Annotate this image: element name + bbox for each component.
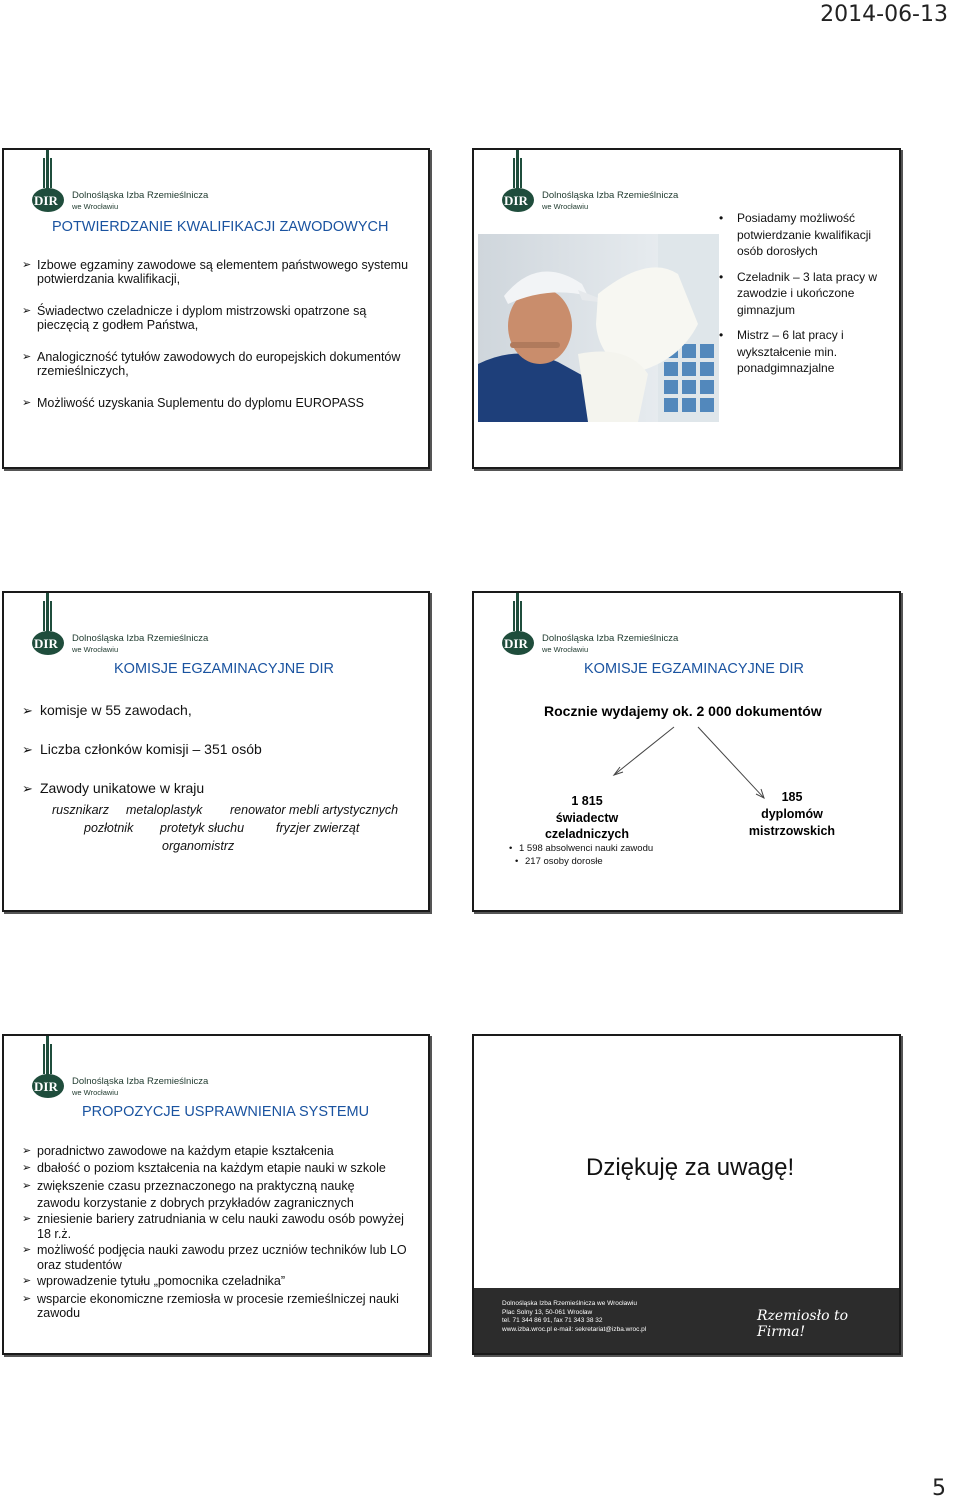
slide-title: KOMISJE EGZAMINACYJNE DIR	[584, 661, 804, 677]
trade-item: renowator mebli artystycznych	[230, 803, 399, 817]
thanks-text: Dziękuję za uwagę!	[586, 1154, 795, 1181]
list-item: • Mistrz – 6 lat pracy i wykształcenie min. ponadgimnazjalne	[719, 328, 844, 375]
arrow-bullet-icon: ➢	[22, 1292, 32, 1305]
craftsman-photo	[478, 234, 719, 422]
footer-line: www.izba.wroc.pl e-mail: sekretariat@izba.wroc.pl	[502, 1325, 647, 1333]
master-node	[734, 789, 850, 840]
svg-text:DIR: DIR	[504, 193, 528, 208]
footer-line: tel. 71 344 86 91, fax 71 343 38 32	[502, 1317, 603, 1324]
proposals-list	[22, 1144, 417, 1321]
arrow-bullet-icon: ➢	[22, 397, 32, 409]
slide-title: PROPOZYCJE USPRAWNIENIA SYSTEMU	[82, 1104, 370, 1120]
page-number: 5	[932, 1476, 946, 1501]
svg-text:DIR: DIR	[34, 636, 58, 651]
list-item: ➢ możliwość podjęcia nauki zawodu przez uczniów techników lub LO oraz studentów	[22, 1243, 407, 1272]
list-item: ➢ zniesienie bariery zatrudniania w celu nauki zawodu osób powyżej 18 r.ż.	[22, 1212, 404, 1241]
arrow-bullet-icon: ➢	[22, 1162, 32, 1174]
list-item: ➢ zwiększenie czasu przeznaczonego na praktyczną naukę zawodu korzystanie z dobrych przykładów zagranicznych	[22, 1179, 355, 1210]
trade-item: organomistrz	[162, 839, 235, 853]
master-label-2: mistrzowskich	[748, 824, 836, 838]
arrow-bullet-icon: ➢	[22, 1244, 32, 1256]
qualification-list	[22, 258, 412, 410]
bullet-icon: •	[719, 269, 724, 284]
slogan-signature: Rzemiosło to Firma!	[757, 1308, 849, 1340]
trade-item: metaloplastyk	[126, 803, 203, 817]
logo-city: we Wrocławiu	[72, 202, 119, 211]
slide-documents	[472, 591, 901, 912]
list-item: ➢ Izbowe egzaminy zawodowe są elementem państwowego systemu potwierdzania kwalifikacji,	[22, 258, 409, 286]
trade-item: fryzjer zwierząt	[276, 821, 360, 835]
arrow-bullet-icon: ➢	[22, 351, 32, 363]
journeyman-breakdown	[507, 842, 687, 868]
arrow-bullet-icon: ➢	[22, 1213, 32, 1225]
arrow-bullet-icon: ➢	[22, 1275, 32, 1287]
list-item: ➢ wprowadzenie tytułu „pomocnika czeladnika”	[22, 1274, 286, 1288]
list-item: • 217 osoby dorosłe	[515, 856, 603, 867]
documents-headline: Rocznie wydajemy ok. 2 000 dokumentów	[544, 703, 822, 719]
footer-line: Dolnośląska Izba Rzemieślnicza we Wrocławiu	[502, 1300, 637, 1307]
slide-propozycje	[2, 1034, 430, 1355]
arrow-bullet-icon: ➢	[22, 703, 33, 718]
journeyman-count: 1 815	[571, 794, 603, 808]
list-item: • Czeladnik – 3 lata pracy w zawodzie i ukończone gimnazjum	[719, 269, 878, 317]
arrow-bullet-icon: ➢	[22, 305, 32, 317]
bullet-icon: •	[719, 211, 724, 225]
bullet-icon: •	[515, 856, 519, 867]
contact-footer	[502, 1300, 646, 1334]
slide-adult-qualification	[472, 148, 901, 469]
dir-logo: DIR Dolnośląska Izba Rzemieślnicza we Wrocławiu	[26, 1036, 201, 1098]
dir-logo: DIR Dolnośląska Izba Rzemieślnicza we Wrocławiu	[26, 593, 201, 655]
list-item: ➢ Zawody unikatowe w kraju	[22, 780, 205, 796]
master-label-1: dyplomów	[761, 807, 823, 821]
list-item: ➢ wsparcie ekonomiczne rzemiosła w procesie rzemieślniczej nauki zawodu	[22, 1291, 399, 1320]
svg-text:DIR: DIR	[504, 636, 528, 651]
slide-komisje	[2, 591, 430, 912]
arrow-bullet-icon: ➢	[22, 259, 32, 271]
list-item: • Posiadamy możliwość potwierdzanie kwalifikacji osób dorosłych	[719, 211, 872, 258]
dir-logo	[26, 150, 209, 212]
trade-item: protetyk słuchu	[160, 821, 245, 835]
slide-potwierdzanie	[2, 148, 430, 469]
arrow-bullet-icon: ➢	[22, 781, 33, 796]
dir-logo-icon	[496, 150, 542, 214]
slide-title: POTWIERDZANIE KWALIFIKACJI ZAWODOWYCH	[52, 219, 389, 235]
list-item: ➢ Świadectwo czeladnicze i dyplom mistrzowski opatrzone są pieczęcią z godłem Państwa,	[22, 304, 367, 332]
journeyman-node	[534, 793, 640, 843]
list-item: ➢ komisje w 55 zawodach,	[22, 702, 192, 718]
trade-item: rusznikarz	[52, 803, 109, 817]
slide-thanks	[472, 1034, 901, 1355]
arrow-bullet-icon: ➢	[22, 1145, 32, 1157]
arrow-bullet-icon: ➢	[22, 742, 33, 757]
bullet-icon: •	[509, 843, 513, 854]
dir-logo-icon	[26, 150, 72, 214]
list-item: • 1 598 absolwenci nauki zawodu	[509, 843, 654, 854]
qualification-info-list	[717, 210, 899, 377]
footer-line: Plac Solny 13, 50-061 Wrocław	[502, 1308, 593, 1316]
dir-logo: DIR Dolnośląska Izba Rzemieślnicza we Wrocławiu	[496, 150, 671, 212]
bullet-icon: •	[719, 328, 724, 342]
arrow-bullet-icon: ➢	[22, 1180, 32, 1192]
list-item: ➢ poradnictwo zawodowe na każdym etapie kształcenia	[22, 1144, 334, 1158]
svg-text:DIR: DIR	[34, 1079, 58, 1094]
trade-item: pozłotnik	[84, 821, 134, 835]
master-count: 185	[781, 790, 803, 804]
list-item: ➢ dbałość o poziom kształcenia na każdym etapie nauki w szkole	[22, 1161, 386, 1175]
slide-title: KOMISJE EGZAMINACYJNE DIR	[114, 661, 334, 677]
dir-logo-icon	[26, 593, 72, 657]
komisje-list	[22, 702, 422, 797]
list-item: ➢ Liczba członków komisji – 351 osób	[22, 741, 262, 757]
list-item: ➢ Możliwość uzyskania Suplementu do dyplomu EUROPASS	[22, 396, 364, 410]
list-item: ➢ Analogiczność tytułów zawodowych do europejskich dokumentów rzemieślniczych,	[22, 350, 401, 378]
journeyman-label-2: czeladniczych	[544, 827, 630, 841]
logo-name: Dolnośląska Izba Rzemieślnicza	[72, 190, 209, 201]
header-date: 2014-06-13	[820, 2, 948, 27]
svg-text:DIR: DIR	[34, 193, 58, 208]
dir-logo-icon	[26, 1036, 72, 1100]
journeyman-label-1: świadectw	[555, 810, 619, 825]
dir-logo: DIR Dolnośląska Izba Rzemieślnicza we Wrocławiu	[496, 593, 671, 655]
